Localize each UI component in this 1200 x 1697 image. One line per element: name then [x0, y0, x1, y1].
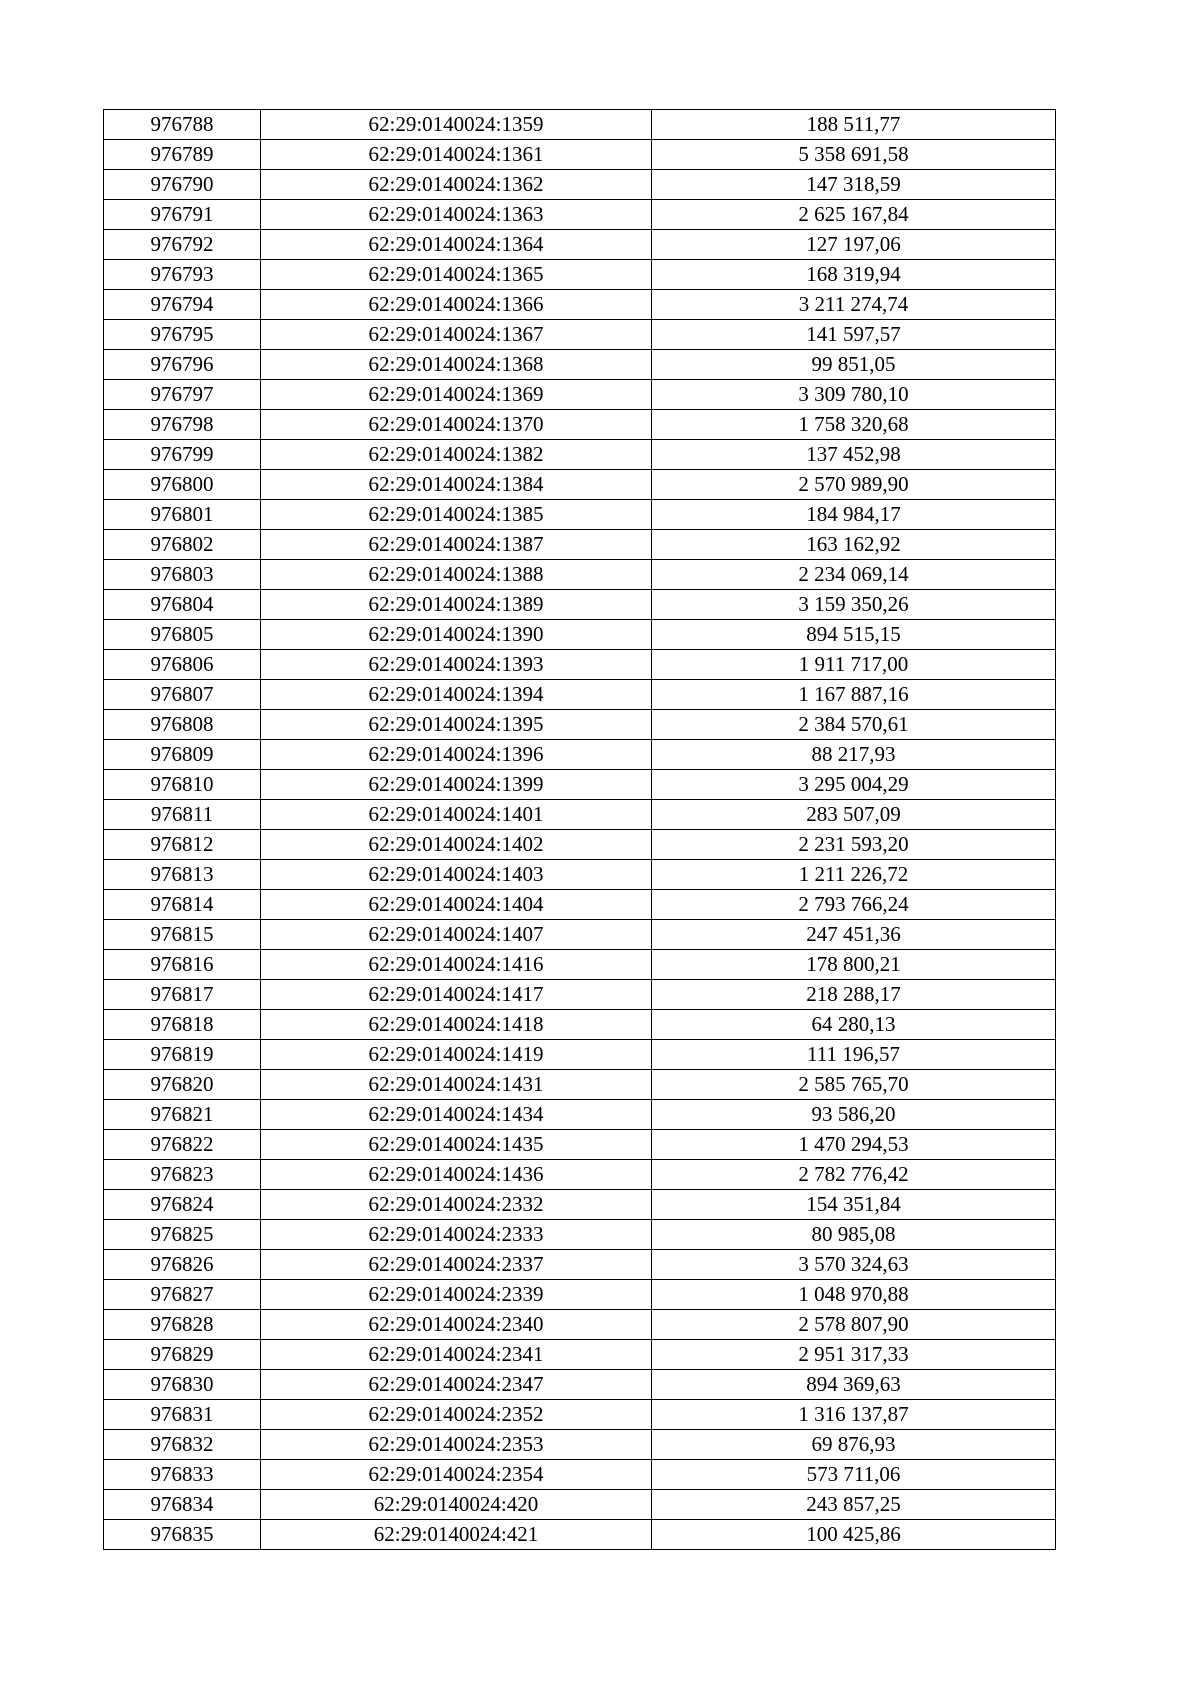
cadastral-value-cell: 188 511,77	[652, 110, 1056, 140]
row-number-cell: 976788	[104, 110, 261, 140]
cadastral-value-cell: 93 586,20	[652, 1100, 1056, 1130]
cadastral-value-cell: 1 470 294,53	[652, 1130, 1056, 1160]
cadastral-value-cell: 2 231 593,20	[652, 830, 1056, 860]
row-number-cell: 976791	[104, 200, 261, 230]
cadastral-number-cell: 62:29:0140024:2354	[261, 1460, 652, 1490]
table-row	[104, 110, 1056, 140]
row-number-cell: 976821	[104, 1100, 261, 1130]
row-number-cell: 976817	[104, 980, 261, 1010]
cadastral-number-cell: 62:29:0140024:1407	[261, 920, 652, 950]
table-row	[104, 530, 1056, 560]
cadastral-number-cell: 62:29:0140024:421	[261, 1520, 652, 1550]
row-number-cell: 976796	[104, 350, 261, 380]
cadastral-number-cell: 62:29:0140024:1387	[261, 530, 652, 560]
table-row	[104, 1130, 1056, 1160]
cadastral-number-cell: 62:29:0140024:2353	[261, 1430, 652, 1460]
cadastral-value-cell: 2 234 069,14	[652, 560, 1056, 590]
cadastral-number-cell: 62:29:0140024:1367	[261, 320, 652, 350]
table-row	[104, 380, 1056, 410]
table-row	[104, 200, 1056, 230]
cadastral-value-cell: 80 985,08	[652, 1220, 1056, 1250]
cadastral-value-cell: 88 217,93	[652, 740, 1056, 770]
table-row	[104, 860, 1056, 890]
row-number-cell: 976811	[104, 800, 261, 830]
row-number-cell: 976818	[104, 1010, 261, 1040]
cadastral-number-cell: 62:29:0140024:1395	[261, 710, 652, 740]
cadastral-number-cell: 62:29:0140024:1403	[261, 860, 652, 890]
cadastral-number-cell: 62:29:0140024:1385	[261, 500, 652, 530]
cadastral-number-cell: 62:29:0140024:1419	[261, 1040, 652, 1070]
cadastral-value-cell: 3 570 324,63	[652, 1250, 1056, 1280]
cadastral-number-cell: 62:29:0140024:1394	[261, 680, 652, 710]
table-row	[104, 620, 1056, 650]
row-number-cell: 976824	[104, 1190, 261, 1220]
cadastral-number-cell: 62:29:0140024:1435	[261, 1130, 652, 1160]
table-row	[104, 890, 1056, 920]
table-row	[104, 1100, 1056, 1130]
table-row	[104, 1070, 1056, 1100]
row-number-cell: 976798	[104, 410, 261, 440]
table-row	[104, 140, 1056, 170]
table-row	[104, 320, 1056, 350]
table-row	[104, 1040, 1056, 1070]
cadastral-value-cell: 1 758 320,68	[652, 410, 1056, 440]
row-number-cell: 976795	[104, 320, 261, 350]
table-row	[104, 1220, 1056, 1250]
cadastral-number-cell: 62:29:0140024:1368	[261, 350, 652, 380]
row-number-cell: 976834	[104, 1490, 261, 1520]
cadastral-number-cell: 62:29:0140024:2332	[261, 1190, 652, 1220]
cadastral-value-cell: 1 911 717,00	[652, 650, 1056, 680]
row-number-cell: 976814	[104, 890, 261, 920]
cadastral-number-cell: 62:29:0140024:1384	[261, 470, 652, 500]
cadastral-number-cell: 62:29:0140024:1417	[261, 980, 652, 1010]
cadastral-value-cell: 247 451,36	[652, 920, 1056, 950]
cadastral-value-cell: 2 578 807,90	[652, 1310, 1056, 1340]
table-row	[104, 650, 1056, 680]
table-row	[104, 170, 1056, 200]
cadastral-number-cell: 62:29:0140024:1393	[261, 650, 652, 680]
cadastral-number-cell: 62:29:0140024:2352	[261, 1400, 652, 1430]
table-row	[104, 590, 1056, 620]
cadastral-number-cell: 62:29:0140024:1365	[261, 260, 652, 290]
cadastral-number-cell: 62:29:0140024:1404	[261, 890, 652, 920]
row-number-cell: 976828	[104, 1310, 261, 1340]
row-number-cell: 976816	[104, 950, 261, 980]
cadastral-value-cell: 2 585 765,70	[652, 1070, 1056, 1100]
table-row	[104, 1280, 1056, 1310]
cadastral-number-cell: 62:29:0140024:1431	[261, 1070, 652, 1100]
table-row	[104, 1010, 1056, 1040]
cadastral-number-cell: 62:29:0140024:1369	[261, 380, 652, 410]
cadastral-value-cell: 1 167 887,16	[652, 680, 1056, 710]
table-row	[104, 350, 1056, 380]
row-number-cell: 976823	[104, 1160, 261, 1190]
cadastral-value-cell: 178 800,21	[652, 950, 1056, 980]
row-number-cell: 976802	[104, 530, 261, 560]
row-number-cell: 976805	[104, 620, 261, 650]
cadastral-value-cell: 283 507,09	[652, 800, 1056, 830]
row-number-cell: 976815	[104, 920, 261, 950]
table-row	[104, 410, 1056, 440]
cadastral-value-cell: 3 211 274,74	[652, 290, 1056, 320]
table-row	[104, 1400, 1056, 1430]
cadastral-value-cell: 100 425,86	[652, 1520, 1056, 1550]
row-number-cell: 976789	[104, 140, 261, 170]
cadastral-value-cell: 1 211 226,72	[652, 860, 1056, 890]
cadastral-value-cell: 147 318,59	[652, 170, 1056, 200]
cadastral-value-cell: 3 309 780,10	[652, 380, 1056, 410]
row-number-cell: 976803	[104, 560, 261, 590]
cadastral-value-cell: 163 162,92	[652, 530, 1056, 560]
row-number-cell: 976799	[104, 440, 261, 470]
row-number-cell: 976804	[104, 590, 261, 620]
cadastral-number-cell: 62:29:0140024:1401	[261, 800, 652, 830]
cadastral-number-cell: 62:29:0140024:1366	[261, 290, 652, 320]
row-number-cell: 976808	[104, 710, 261, 740]
cadastral-value-cell: 5 358 691,58	[652, 140, 1056, 170]
table-row	[104, 290, 1056, 320]
cadastral-number-cell: 62:29:0140024:1436	[261, 1160, 652, 1190]
row-number-cell: 976827	[104, 1280, 261, 1310]
cadastral-number-cell: 62:29:0140024:2341	[261, 1340, 652, 1370]
cadastral-value-cell: 2 951 317,33	[652, 1340, 1056, 1370]
cadastral-value-cell: 218 288,17	[652, 980, 1056, 1010]
cadastral-value-cell: 1 048 970,88	[652, 1280, 1056, 1310]
row-number-cell: 976825	[104, 1220, 261, 1250]
row-number-cell: 976830	[104, 1370, 261, 1400]
cadastral-number-cell: 62:29:0140024:2333	[261, 1220, 652, 1250]
cadastral-value-cell: 141 597,57	[652, 320, 1056, 350]
cadastral-number-cell: 62:29:0140024:420	[261, 1490, 652, 1520]
table-row	[104, 1310, 1056, 1340]
row-number-cell: 976819	[104, 1040, 261, 1070]
cadastral-value-cell: 894 515,15	[652, 620, 1056, 650]
table-row	[104, 470, 1056, 500]
cadastral-value-cell: 243 857,25	[652, 1490, 1056, 1520]
table-row	[104, 830, 1056, 860]
table-row	[104, 1460, 1056, 1490]
table-row	[104, 950, 1056, 980]
cadastral-number-cell: 62:29:0140024:1418	[261, 1010, 652, 1040]
cadastral-value-cell: 2 625 167,84	[652, 200, 1056, 230]
row-number-cell: 976835	[104, 1520, 261, 1550]
table-row	[104, 1370, 1056, 1400]
cadastral-number-cell: 62:29:0140024:2340	[261, 1310, 652, 1340]
row-number-cell: 976833	[104, 1460, 261, 1490]
table-row	[104, 1520, 1056, 1550]
table-row	[104, 800, 1056, 830]
cadastral-value-cell: 3 295 004,29	[652, 770, 1056, 800]
row-number-cell: 976806	[104, 650, 261, 680]
cadastral-number-cell: 62:29:0140024:1434	[261, 1100, 652, 1130]
row-number-cell: 976826	[104, 1250, 261, 1280]
row-number-cell: 976807	[104, 680, 261, 710]
row-number-cell: 976793	[104, 260, 261, 290]
table-row	[104, 740, 1056, 770]
cadastral-number-cell: 62:29:0140024:1396	[261, 740, 652, 770]
table-row	[104, 500, 1056, 530]
row-number-cell: 976822	[104, 1130, 261, 1160]
row-number-cell: 976829	[104, 1340, 261, 1370]
cadastral-number-cell: 62:29:0140024:2339	[261, 1280, 652, 1310]
cadastral-number-cell: 62:29:0140024:1363	[261, 200, 652, 230]
cadastral-value-cell: 168 319,94	[652, 260, 1056, 290]
row-number-cell: 976813	[104, 860, 261, 890]
cadastral-number-cell: 62:29:0140024:1370	[261, 410, 652, 440]
cadastral-number-cell: 62:29:0140024:1416	[261, 950, 652, 980]
row-number-cell: 976801	[104, 500, 261, 530]
cadastral-number-cell: 62:29:0140024:1362	[261, 170, 652, 200]
cadastral-number-cell: 62:29:0140024:1361	[261, 140, 652, 170]
cadastral-number-cell: 62:29:0140024:1390	[261, 620, 652, 650]
table-row	[104, 1430, 1056, 1460]
row-number-cell: 976832	[104, 1430, 261, 1460]
table-row	[104, 980, 1056, 1010]
table-row	[104, 770, 1056, 800]
table-row	[104, 230, 1056, 260]
cadastral-value-cell: 2 384 570,61	[652, 710, 1056, 740]
table-row	[104, 1160, 1056, 1190]
row-number-cell: 976790	[104, 170, 261, 200]
row-number-cell: 976800	[104, 470, 261, 500]
row-number-cell: 976797	[104, 380, 261, 410]
cadastral-value-cell: 2 782 776,42	[652, 1160, 1056, 1190]
row-number-cell: 976831	[104, 1400, 261, 1430]
row-number-cell: 976812	[104, 830, 261, 860]
row-number-cell: 976809	[104, 740, 261, 770]
cadastral-value-cell: 573 711,06	[652, 1460, 1056, 1490]
cadastral-number-cell: 62:29:0140024:2337	[261, 1250, 652, 1280]
table-row	[104, 710, 1056, 740]
cadastral-value-cell: 154 351,84	[652, 1190, 1056, 1220]
table-row	[104, 260, 1056, 290]
cadastral-value-cell: 111 196,57	[652, 1040, 1056, 1070]
cadastral-value-table	[103, 109, 1056, 1550]
cadastral-number-cell: 62:29:0140024:1399	[261, 770, 652, 800]
row-number-cell: 976794	[104, 290, 261, 320]
cadastral-number-cell: 62:29:0140024:2347	[261, 1370, 652, 1400]
cadastral-number-cell: 62:29:0140024:1402	[261, 830, 652, 860]
table-row	[104, 440, 1056, 470]
cadastral-number-cell: 62:29:0140024:1359	[261, 110, 652, 140]
cadastral-value-cell: 137 452,98	[652, 440, 1056, 470]
table-row	[104, 680, 1056, 710]
row-number-cell: 976810	[104, 770, 261, 800]
cadastral-number-cell: 62:29:0140024:1389	[261, 590, 652, 620]
table-row	[104, 560, 1056, 590]
table-row	[104, 1340, 1056, 1370]
cadastral-value-cell: 2 793 766,24	[652, 890, 1056, 920]
table-row	[104, 1190, 1056, 1220]
cadastral-value-cell: 99 851,05	[652, 350, 1056, 380]
cadastral-value-cell: 69 876,93	[652, 1430, 1056, 1460]
cadastral-number-cell: 62:29:0140024:1382	[261, 440, 652, 470]
table-row	[104, 920, 1056, 950]
cadastral-number-cell: 62:29:0140024:1388	[261, 560, 652, 590]
table-body	[104, 110, 1056, 1550]
cadastral-value-cell: 3 159 350,26	[652, 590, 1056, 620]
cadastral-value-cell: 1 316 137,87	[652, 1400, 1056, 1430]
table-row	[104, 1490, 1056, 1520]
cadastral-value-cell: 64 280,13	[652, 1010, 1056, 1040]
row-number-cell: 976792	[104, 230, 261, 260]
cadastral-value-cell: 2 570 989,90	[652, 470, 1056, 500]
cadastral-value-cell: 184 984,17	[652, 500, 1056, 530]
table-row	[104, 1250, 1056, 1280]
row-number-cell: 976820	[104, 1070, 261, 1100]
cadastral-value-cell: 894 369,63	[652, 1370, 1056, 1400]
cadastral-value-cell: 127 197,06	[652, 230, 1056, 260]
cadastral-number-cell: 62:29:0140024:1364	[261, 230, 652, 260]
